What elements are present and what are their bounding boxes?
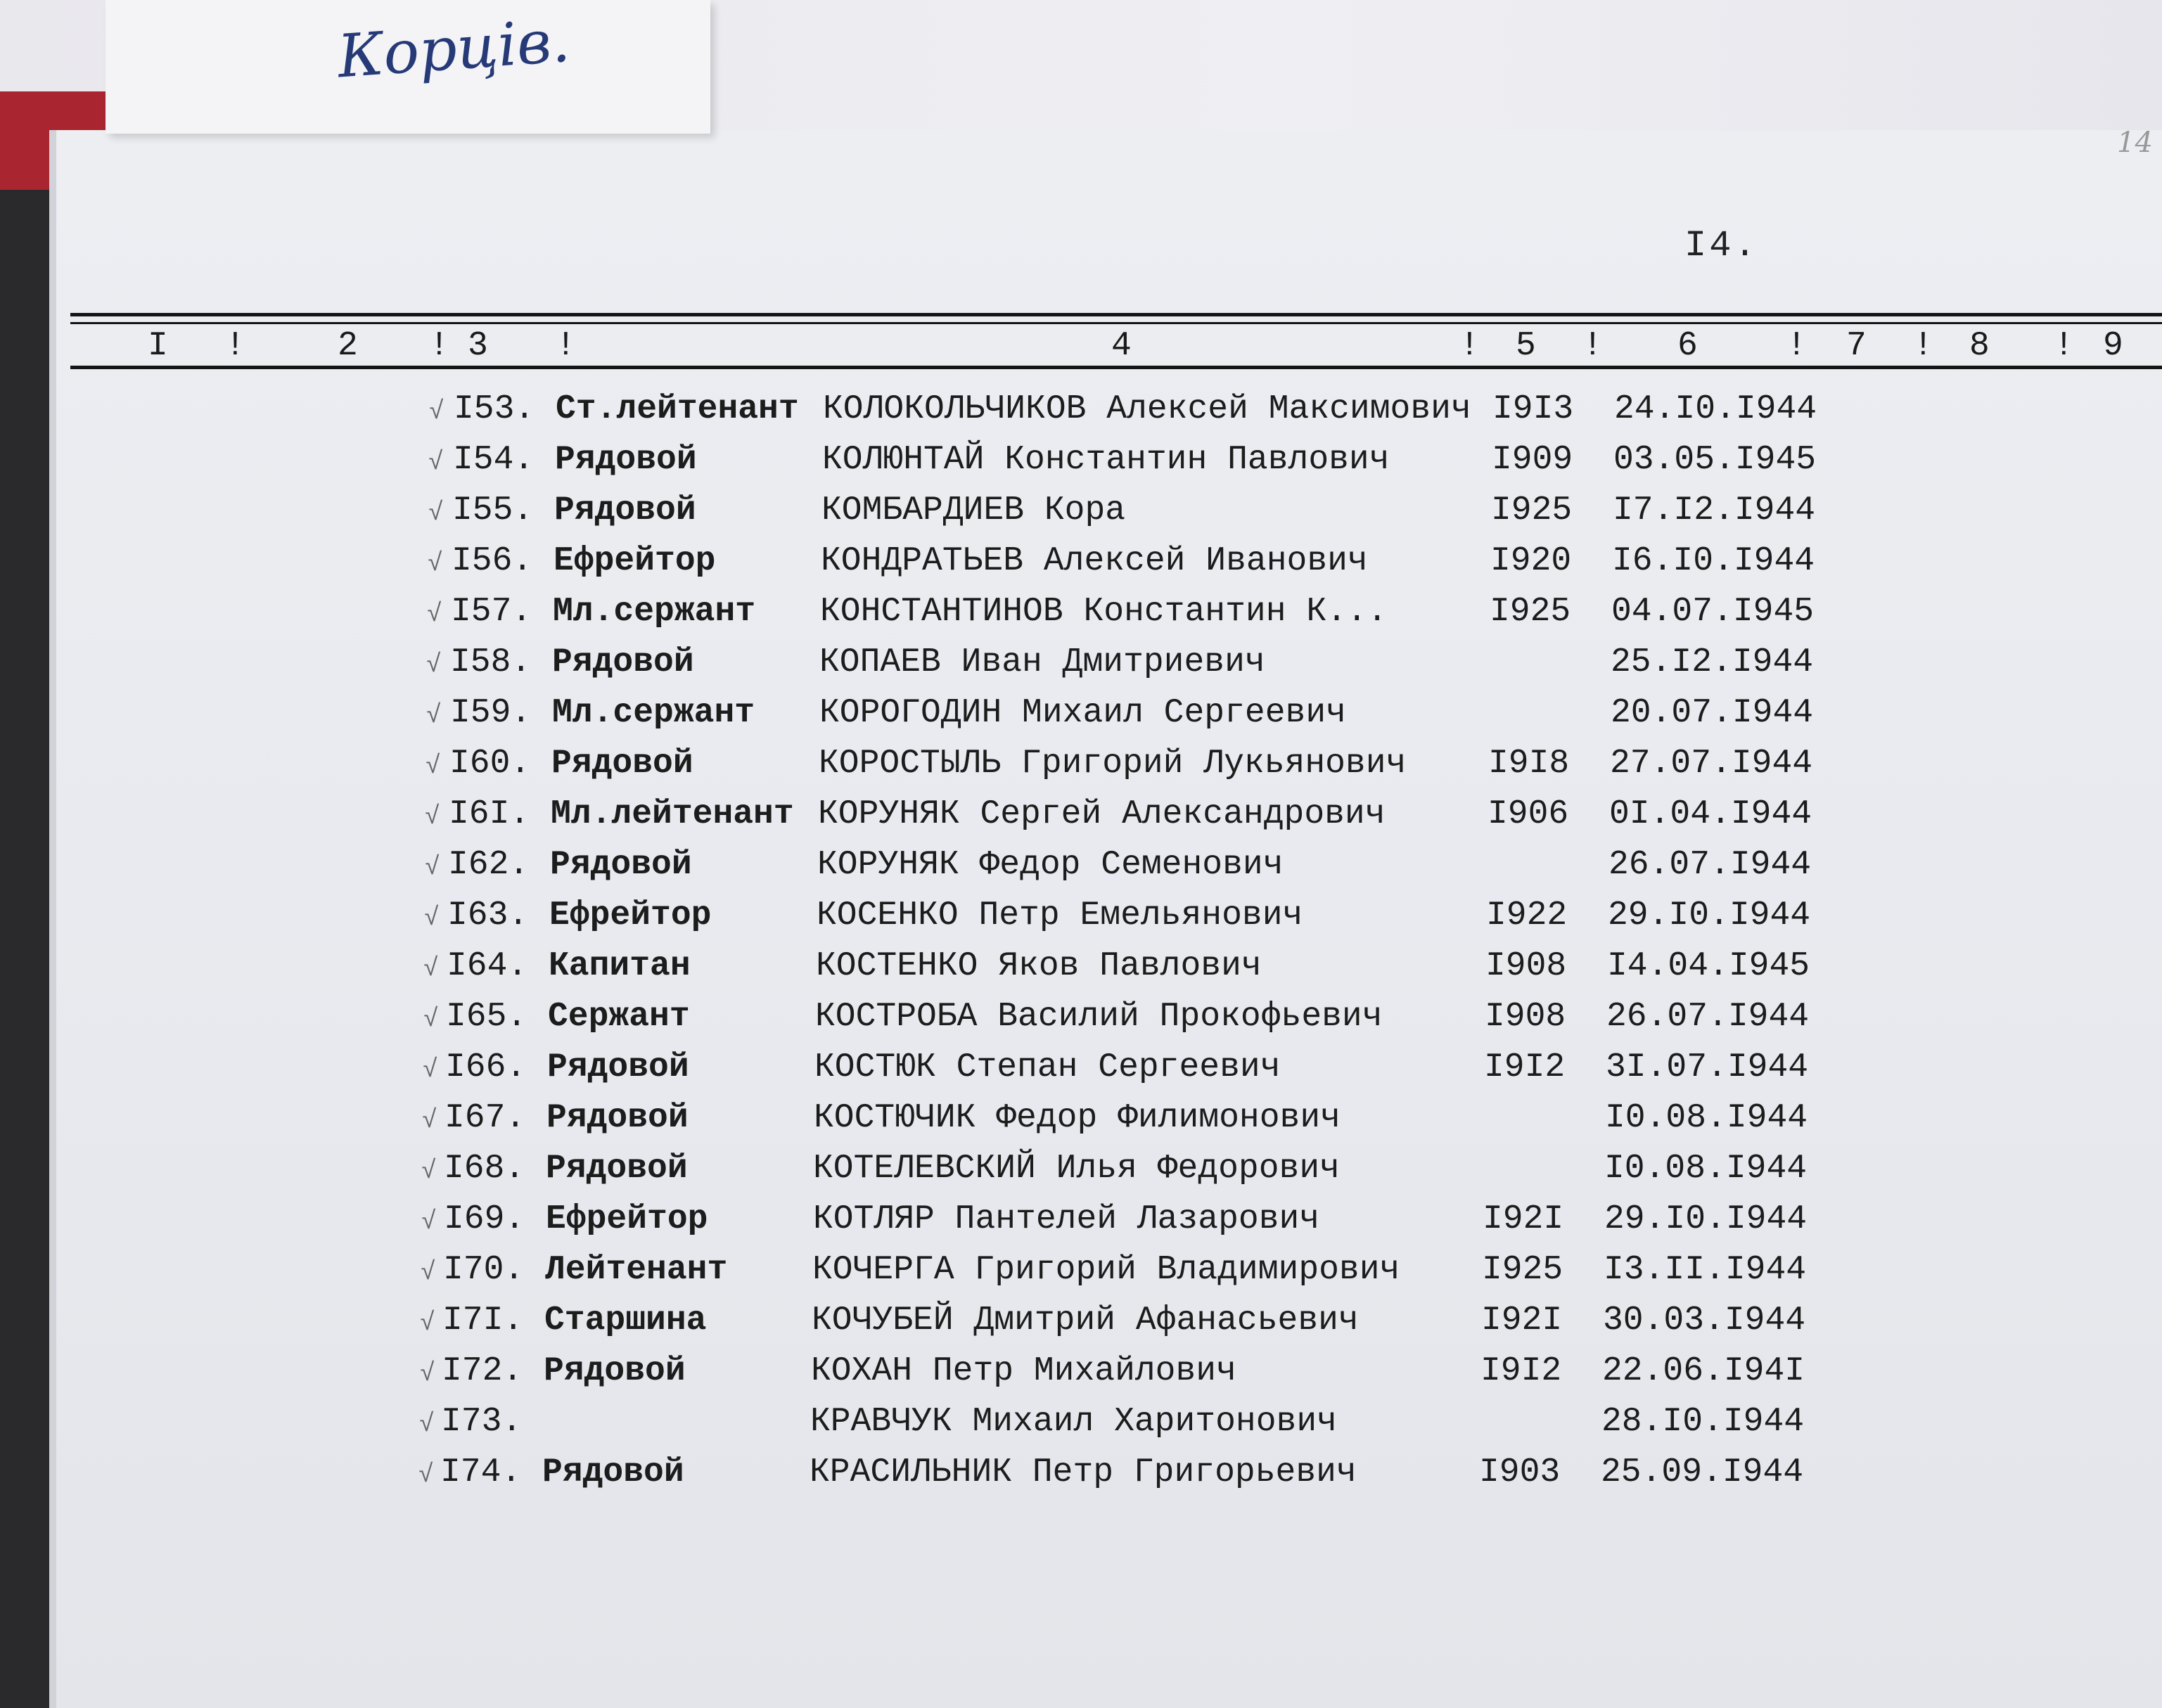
check-mark-icon: √: [425, 853, 440, 882]
header-rule-top: [70, 313, 2162, 316]
rank-cell: Капитан: [549, 947, 691, 985]
row-number: I57.: [451, 593, 532, 631]
row-number: I69.: [444, 1200, 525, 1238]
column-separator: !: [225, 327, 245, 365]
rank-cell: Рядовой: [552, 643, 694, 681]
birth-year-cell: I925: [1482, 1251, 1563, 1289]
table-row: [0, 1403, 2162, 1453]
date-cell: I6.I0.I944: [1612, 542, 1815, 580]
row-number: I72.: [442, 1352, 523, 1390]
date-cell: 26.07.I944: [1608, 846, 1812, 884]
check-mark-icon: √: [428, 499, 444, 527]
date-cell: 29.I0.I944: [1604, 1200, 1808, 1238]
name-cell: КОМБАРДИЕВ Кора: [821, 492, 1126, 529]
table-row: [0, 1099, 2162, 1150]
name-cell: КРАСИЛЬНИК Петр Григорьевич: [810, 1453, 1357, 1491]
rank-cell: Рядовой: [551, 745, 693, 783]
row-number: I59.: [450, 694, 532, 732]
check-mark-icon: √: [428, 448, 444, 477]
date-cell: 0I.04.I944: [1609, 795, 1812, 833]
date-cell: I3.II.I944: [1604, 1251, 1807, 1289]
row-number: I66.: [445, 1048, 527, 1086]
name-cell: КОХАН Петр Михайлович: [811, 1352, 1236, 1390]
rank-cell: Мл.лейтенант: [551, 795, 794, 833]
row-number: I63.: [447, 897, 529, 935]
table-row: [0, 846, 2162, 897]
name-cell: КОСТЕНКО Яков Павлович: [816, 947, 1262, 985]
row-number: I60.: [449, 745, 531, 783]
rank-cell: Ефрейтор: [554, 542, 716, 580]
row-number: I54.: [453, 441, 535, 479]
column-header: 4: [1111, 327, 1132, 365]
table-row: [0, 1251, 2162, 1302]
name-cell: КОЧУБЕЙ Дмитрий Афанасьевич: [812, 1302, 1359, 1340]
date-cell: 25.I2.I944: [1611, 643, 1814, 681]
name-cell: КОСЕНКО Петр Емельянович: [817, 897, 1303, 935]
table-row: [0, 390, 2162, 441]
table-row: [0, 441, 2162, 492]
rank-cell: Лейтенант: [545, 1251, 728, 1289]
rank-cell: Ефрейтор: [546, 1200, 708, 1238]
check-mark-icon: √: [420, 1359, 435, 1388]
name-cell: КОЛЮНТАЙ Константин Павлович: [822, 441, 1390, 479]
column-header: 9: [2103, 327, 2123, 365]
row-number: I6I.: [449, 795, 530, 833]
check-mark-icon: √: [420, 1309, 435, 1337]
birth-year-cell: I925: [1490, 593, 1571, 631]
row-number: I74.: [440, 1453, 522, 1491]
birth-year-cell: I920: [1490, 542, 1572, 580]
rank-cell: Мл.сержант: [553, 593, 756, 631]
table-row: [0, 998, 2162, 1048]
table-row: [0, 694, 2162, 745]
row-number: I56.: [452, 542, 533, 580]
name-cell: КОНСТАНТИНОВ Константин К...: [820, 593, 1388, 631]
table-row: [0, 1352, 2162, 1403]
name-cell: КОРОСТЫЛЬ Григорий Лукьянович: [819, 745, 1407, 783]
row-number: I73.: [441, 1403, 523, 1441]
column-header: 7: [1846, 327, 1867, 365]
check-mark-icon: √: [426, 752, 441, 781]
birth-year-cell: I909: [1492, 441, 1573, 479]
birth-year-cell: I908: [1485, 947, 1567, 985]
date-cell: I4.04.I945: [1607, 947, 1810, 985]
rank-cell: Рядовой: [554, 492, 696, 529]
torn-paper-note: [105, 0, 710, 134]
birth-year-cell: I9I3: [1492, 390, 1574, 428]
row-number: I70.: [443, 1251, 525, 1289]
table-row: [0, 1150, 2162, 1200]
name-cell: КРАВЧУК Михаил Харитонович: [810, 1403, 1337, 1441]
birth-year-cell: I906: [1488, 795, 1569, 833]
check-mark-icon: √: [426, 650, 442, 679]
row-number: I67.: [444, 1099, 526, 1137]
check-mark-icon: √: [426, 701, 442, 730]
rank-cell: Рядовой: [546, 1099, 689, 1137]
date-cell: 25.09.I944: [1601, 1453, 1804, 1491]
header-rule-top-thin: [70, 322, 2162, 324]
column-header: 2: [338, 327, 358, 365]
column-separator: !: [1582, 327, 1603, 365]
name-cell: КОРУНЯК Федор Семенович: [817, 846, 1284, 884]
column-header: 3: [468, 327, 488, 365]
birth-year-cell: I922: [1486, 897, 1568, 935]
birth-year-cell: I925: [1491, 492, 1573, 529]
name-cell: КОЧЕРГА Григорий Владимирович: [812, 1251, 1400, 1289]
rank-cell: Рядовой: [546, 1150, 688, 1188]
date-cell: I7.I2.I944: [1613, 492, 1816, 529]
row-number: I58.: [450, 643, 532, 681]
birth-year-cell: I92I: [1481, 1302, 1563, 1340]
table-row: [0, 643, 2162, 694]
column-header: 8: [1969, 327, 1990, 365]
rank-cell: Рядовой: [544, 1352, 686, 1390]
table-row: [0, 542, 2162, 593]
column-separator: !: [1459, 327, 1480, 365]
check-mark-icon: √: [421, 1157, 437, 1186]
date-cell: 03.05.I945: [1613, 441, 1817, 479]
table-row: [0, 593, 2162, 643]
check-mark-icon: √: [423, 954, 439, 983]
rank-cell: Рядовой: [542, 1453, 684, 1491]
date-cell: 22.06.I94I: [1602, 1352, 1805, 1390]
birth-year-cell: I908: [1485, 998, 1566, 1036]
rank-cell: Ст.лейтенант: [556, 390, 799, 428]
check-mark-icon: √: [423, 1005, 439, 1034]
name-cell: КОСТЮК Степан Сергеевич: [814, 1048, 1281, 1086]
column-separator: !: [556, 327, 576, 365]
birth-year-cell: I903: [1479, 1453, 1561, 1491]
row-number: I64.: [447, 947, 528, 985]
column-separator: !: [1913, 327, 1933, 365]
date-cell: 28.I0.I944: [1601, 1403, 1805, 1441]
rank-cell: Рядовой: [555, 441, 697, 479]
name-cell: КОЛОКОЛЬЧИКОВ Алексей Максимович: [823, 390, 1471, 428]
column-header: 6: [1677, 327, 1698, 365]
handwritten-note: Корців.: [335, 6, 573, 91]
row-number: I68.: [444, 1150, 525, 1188]
header-rule-bottom: [70, 366, 2162, 369]
column-separator: !: [1786, 327, 1807, 365]
rank-cell: Старшина: [544, 1302, 707, 1340]
table-row: [0, 492, 2162, 542]
table-row: [0, 1048, 2162, 1099]
page-number: I4.: [1684, 225, 1759, 267]
birth-year-cell: I92I: [1483, 1200, 1564, 1238]
date-cell: 26.07.I944: [1606, 998, 1810, 1036]
check-mark-icon: √: [428, 549, 443, 578]
date-cell: I0.08.I944: [1604, 1150, 1808, 1188]
name-cell: КОРОГОДИН Михаил Сергеевич: [819, 694, 1346, 732]
check-mark-icon: √: [421, 1207, 437, 1236]
date-cell: 29.I0.I944: [1608, 897, 1811, 935]
birth-year-cell: I9I2: [1484, 1048, 1566, 1086]
check-mark-icon: √: [427, 600, 442, 629]
date-cell: I0.08.I944: [1605, 1099, 1808, 1137]
table-row: [0, 947, 2162, 998]
row-number: I7I.: [442, 1302, 524, 1340]
date-cell: 04.07.I945: [1611, 593, 1815, 631]
table-row: [0, 1453, 2162, 1504]
table-row: [0, 795, 2162, 846]
name-cell: КОРУНЯК Сергей Александрович: [818, 795, 1386, 833]
table-row: [0, 745, 2162, 795]
date-cell: 24.I0.I944: [1614, 390, 1817, 428]
rank-cell: Ефрейтор: [549, 897, 712, 935]
date-cell: 3I.07.I944: [1606, 1048, 1809, 1086]
birth-year-cell: I9I8: [1488, 745, 1570, 783]
name-cell: КОПАЕВ Иван Дмитриевич: [819, 643, 1265, 681]
name-cell: КОНДРАТЬЕВ Алексей Иванович: [821, 542, 1368, 580]
check-mark-icon: √: [429, 397, 444, 426]
check-mark-icon: √: [418, 1460, 434, 1489]
date-cell: 27.07.I944: [1610, 745, 1813, 783]
birth-year-cell: I9I2: [1480, 1352, 1562, 1390]
name-cell: КОТЛЯР Пантелей Лазарович: [813, 1200, 1320, 1238]
column-header: I: [148, 327, 168, 365]
check-mark-icon: √: [419, 1410, 435, 1439]
check-mark-icon: √: [425, 802, 440, 831]
row-number: I55.: [452, 492, 534, 529]
check-mark-icon: √: [423, 1055, 438, 1084]
rank-cell: Рядовой: [550, 846, 692, 884]
name-cell: КОСТЮЧИК Федор Филимонович: [814, 1099, 1341, 1137]
date-cell: 30.03.I944: [1603, 1302, 1806, 1340]
table-row: [0, 1302, 2162, 1352]
table-row: [0, 897, 2162, 947]
rank-cell: Рядовой: [547, 1048, 689, 1086]
name-cell: КОТЕЛЕВСКИЙ Илья Федорович: [813, 1150, 1340, 1188]
check-mark-icon: √: [421, 1258, 436, 1287]
name-cell: КОСТРОБА Василий Прокофьевич: [815, 998, 1383, 1036]
check-mark-icon: √: [422, 1106, 437, 1135]
column-separator: !: [429, 327, 449, 365]
margin-page-mark: 14: [2117, 127, 2153, 159]
column-separator: !: [2054, 327, 2074, 365]
row-number: I53.: [454, 390, 535, 428]
row-number: I62.: [448, 846, 530, 884]
rank-cell: Мл.сержант: [552, 694, 755, 732]
row-number: I65.: [446, 998, 527, 1036]
table-row: [0, 1200, 2162, 1251]
column-header: 5: [1516, 327, 1536, 365]
check-mark-icon: √: [424, 904, 440, 932]
date-cell: 20.07.I944: [1611, 694, 1814, 732]
rank-cell: Сержант: [548, 998, 690, 1036]
